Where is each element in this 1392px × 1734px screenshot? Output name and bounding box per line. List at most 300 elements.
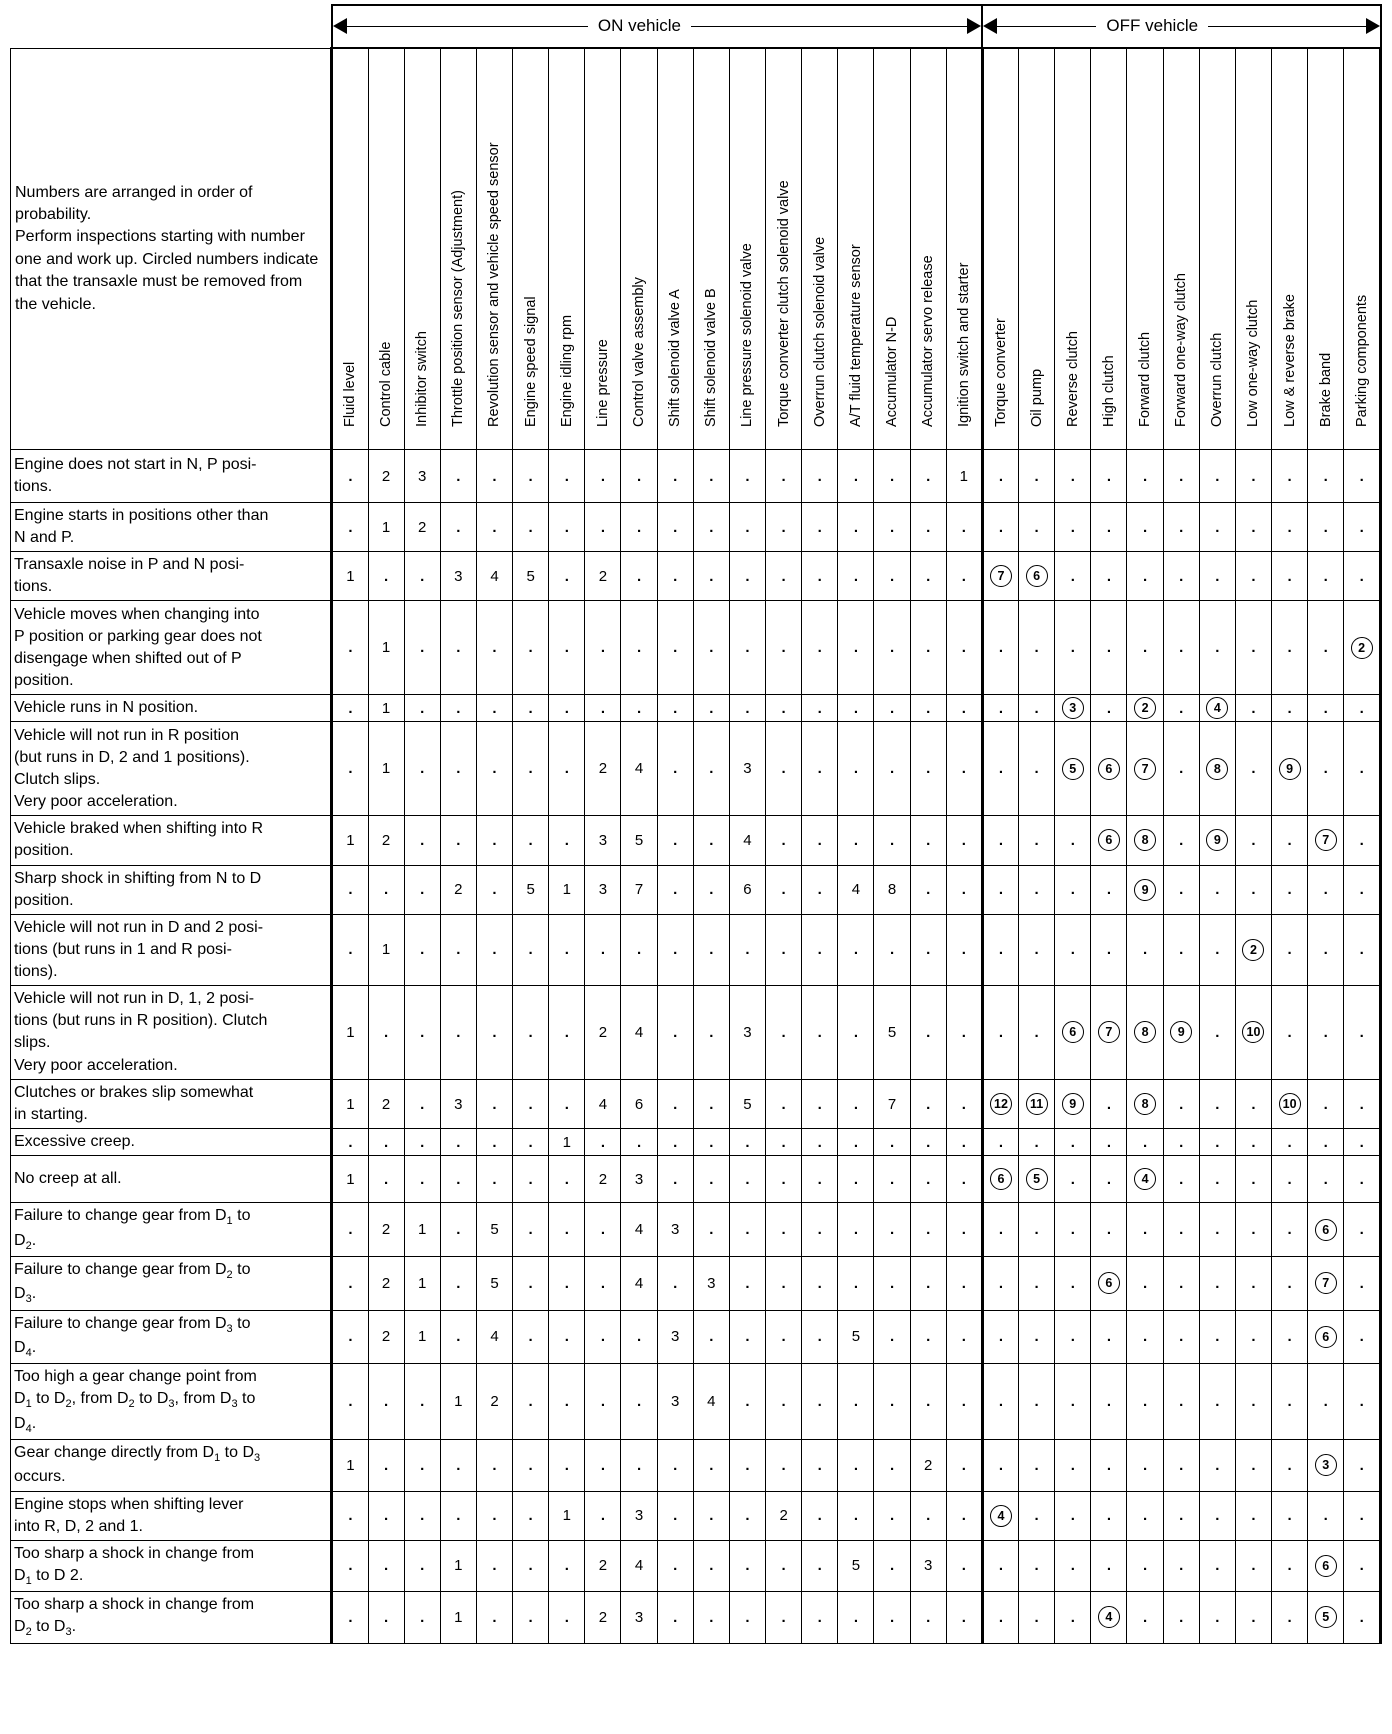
empty-cell: . — [1272, 1540, 1308, 1591]
empty-cell: . — [476, 1592, 512, 1643]
priority-cell: 2 — [476, 1364, 512, 1440]
priority-cell: 1 — [946, 450, 982, 503]
priority-cell: 3 — [440, 552, 476, 601]
circled-number: 4 — [1098, 1606, 1120, 1628]
symptom-cell — [11, 1079, 332, 1128]
empty-cell: . — [1308, 1129, 1344, 1156]
empty-cell: . — [982, 985, 1018, 1079]
column-header-throttle-position-sensor-adjustment — [440, 48, 476, 450]
empty-cell: . — [874, 1129, 910, 1156]
empty-cell: . — [549, 722, 585, 816]
empty-cell: . — [874, 1203, 910, 1257]
empty-cell: . — [946, 1156, 982, 1203]
empty-cell: . — [1235, 865, 1271, 914]
empty-cell: . — [838, 503, 874, 552]
empty-cell: . — [657, 985, 693, 1079]
empty-cell: . — [802, 865, 838, 914]
empty-cell: . — [1235, 1156, 1271, 1203]
empty-cell: . — [368, 1440, 404, 1491]
empty-cell: . — [910, 1079, 946, 1128]
empty-cell: . — [1235, 1491, 1271, 1540]
symptom-line: Too sharp a shock in change from — [14, 1544, 255, 1562]
priority-cell: 3 — [693, 1256, 729, 1310]
empty-cell: . — [1344, 1364, 1381, 1440]
priority-cell: 2 — [404, 503, 440, 552]
empty-cell: . — [838, 1156, 874, 1203]
empty-cell: . — [982, 1203, 1018, 1257]
empty-cell: . — [766, 722, 802, 816]
column-label: Line pressure — [594, 339, 611, 427]
empty-cell: . — [621, 695, 657, 722]
symptom-line: tions (but runs in R position). Clutch — [14, 1012, 268, 1030]
circled-priority-cell — [1308, 816, 1344, 865]
empty-cell: . — [549, 914, 585, 985]
empty-cell: . — [368, 1540, 404, 1591]
empty-cell: . — [1199, 552, 1235, 601]
symptom-line: tions). — [14, 962, 58, 980]
empty-cell: . — [1235, 816, 1271, 865]
empty-cell: . — [657, 1540, 693, 1591]
empty-cell: . — [1019, 1256, 1055, 1310]
column-header-control-cable — [368, 48, 404, 450]
empty-cell: . — [1055, 1440, 1091, 1491]
circled-priority-cell — [982, 1491, 1018, 1540]
empty-cell: . — [802, 914, 838, 985]
column-header-line-pressure-solenoid-valve — [729, 48, 765, 450]
priority-cell: 1 — [440, 1540, 476, 1591]
column-label: Reverse clutch — [1064, 331, 1081, 427]
empty-cell: . — [766, 1592, 802, 1643]
empty-cell: . — [621, 552, 657, 601]
empty-cell: . — [874, 1491, 910, 1540]
empty-cell: . — [621, 450, 657, 503]
symptom-line: $D_1$ to D 2. — [14, 1566, 84, 1587]
empty-cell: . — [1019, 601, 1055, 695]
empty-cell: . — [982, 1592, 1018, 1643]
symptom-line: tions. — [14, 478, 53, 495]
empty-cell: . — [1344, 1129, 1381, 1156]
empty-cell: . — [1163, 816, 1199, 865]
empty-cell: . — [1127, 1203, 1163, 1257]
empty-cell: . — [657, 1156, 693, 1203]
empty-cell: . — [513, 503, 549, 552]
table-row — [11, 1491, 1381, 1540]
empty-cell: . — [1019, 722, 1055, 816]
empty-cell: . — [1199, 1592, 1235, 1643]
circled-number: 8 — [1134, 829, 1156, 851]
symptom-line: $D_2$ to $D_3$. — [14, 1618, 77, 1639]
empty-cell: . — [729, 450, 765, 503]
column-label: Overrun clutch solenoid valve — [811, 236, 828, 427]
empty-cell: . — [1272, 985, 1308, 1079]
symptom-line: Vehicle runs in N position. — [14, 699, 199, 717]
empty-cell: . — [1019, 450, 1055, 503]
empty-cell: . — [910, 601, 946, 695]
empty-cell: . — [693, 1203, 729, 1257]
empty-cell: . — [1019, 985, 1055, 1079]
empty-cell: . — [585, 1491, 621, 1540]
circled-priority-cell — [1127, 985, 1163, 1079]
empty-cell: . — [1344, 1540, 1381, 1591]
priority-cell: 3 — [621, 1156, 657, 1203]
empty-cell: . — [693, 816, 729, 865]
circled-number: 6 — [1315, 1219, 1337, 1241]
empty-cell: . — [513, 1491, 549, 1540]
symptom-line: in starting. — [14, 1106, 88, 1124]
empty-cell: . — [838, 1256, 874, 1310]
empty-cell: . — [1344, 722, 1381, 816]
empty-cell: . — [1199, 1491, 1235, 1540]
table-row — [11, 1310, 1381, 1364]
empty-cell: . — [910, 722, 946, 816]
column-header-fluid-level — [332, 48, 368, 450]
empty-cell: . — [729, 695, 765, 722]
circled-priority-cell — [1019, 552, 1055, 601]
empty-cell: . — [332, 1203, 368, 1257]
empty-cell: . — [874, 552, 910, 601]
empty-cell: . — [585, 450, 621, 503]
empty-cell: . — [440, 985, 476, 1079]
empty-cell: . — [910, 1310, 946, 1364]
priority-cell: 4 — [621, 1256, 657, 1310]
empty-cell: . — [657, 914, 693, 985]
empty-cell: . — [982, 450, 1018, 503]
empty-cell: . — [1127, 552, 1163, 601]
empty-cell: . — [332, 1364, 368, 1440]
empty-cell: . — [440, 1440, 476, 1491]
empty-cell: . — [693, 985, 729, 1079]
priority-cell: 1 — [404, 1310, 440, 1364]
empty-cell: . — [874, 1310, 910, 1364]
empty-cell: . — [1272, 1156, 1308, 1203]
empty-cell: . — [1308, 450, 1344, 503]
circled-priority-cell — [1091, 722, 1127, 816]
empty-cell: . — [1019, 1440, 1055, 1491]
circled-number: 9 — [1206, 829, 1228, 851]
empty-cell: . — [332, 695, 368, 722]
off-vehicle-label: OFF vehicle — [1096, 16, 1208, 36]
circled-priority-cell — [1272, 1079, 1308, 1128]
empty-cell: . — [802, 722, 838, 816]
column-label: Parking components — [1353, 294, 1370, 427]
priority-cell: 5 — [476, 1256, 512, 1310]
empty-cell: . — [1163, 1540, 1199, 1591]
symptom-cell — [11, 985, 332, 1079]
empty-cell: . — [729, 552, 765, 601]
priority-cell: 7 — [874, 1079, 910, 1128]
empty-cell: . — [657, 1079, 693, 1128]
priority-cell: 5 — [874, 985, 910, 1079]
empty-cell: . — [513, 722, 549, 816]
circled-priority-cell — [1127, 865, 1163, 914]
circled-priority-cell — [1019, 1079, 1055, 1128]
empty-cell: . — [693, 722, 729, 816]
empty-cell: . — [1091, 865, 1127, 914]
circled-number: 9 — [1279, 758, 1301, 780]
priority-cell: 1 — [404, 1203, 440, 1257]
priority-cell: 2 — [368, 450, 404, 503]
empty-cell: . — [476, 816, 512, 865]
symptom-line: No creep at all. — [14, 1170, 122, 1188]
empty-cell: . — [585, 1256, 621, 1310]
column-label: Torque converter — [992, 318, 1009, 427]
empty-cell: . — [332, 914, 368, 985]
circled-number: 11 — [1026, 1093, 1048, 1115]
symptom-line: Vehicle will not run in D and 2 posi- — [14, 918, 264, 936]
empty-cell: . — [1163, 1256, 1199, 1310]
empty-cell: . — [766, 1203, 802, 1257]
empty-cell: . — [946, 1256, 982, 1310]
empty-cell: . — [946, 503, 982, 552]
table-row — [11, 1256, 1381, 1310]
empty-cell: . — [729, 503, 765, 552]
empty-cell: . — [513, 695, 549, 722]
column-header-overrun-clutch-solenoid-valve — [802, 48, 838, 450]
empty-cell: . — [1235, 1364, 1271, 1440]
empty-cell: . — [802, 503, 838, 552]
empty-cell: . — [982, 816, 1018, 865]
priority-cell: 2 — [585, 985, 621, 1079]
empty-cell: . — [729, 1364, 765, 1440]
empty-cell: . — [440, 722, 476, 816]
empty-cell: . — [1127, 1440, 1163, 1491]
symptom-line: occurs. — [14, 1468, 66, 1486]
empty-cell: . — [1199, 503, 1235, 552]
circled-priority-cell — [1272, 722, 1308, 816]
note-line-1: Numbers are arranged in order of probability. — [15, 183, 253, 223]
column-label: Control cable — [378, 341, 395, 427]
table-row — [11, 450, 1381, 503]
symptom-cell — [11, 865, 332, 914]
empty-cell: . — [982, 914, 1018, 985]
empty-cell: . — [1272, 1364, 1308, 1440]
empty-cell: . — [766, 503, 802, 552]
empty-cell: . — [585, 1310, 621, 1364]
empty-cell: . — [368, 552, 404, 601]
empty-cell: . — [549, 816, 585, 865]
empty-cell: . — [549, 552, 585, 601]
empty-cell: . — [1163, 1440, 1199, 1491]
empty-cell: . — [657, 552, 693, 601]
circled-number: 6 — [1098, 829, 1120, 851]
priority-cell: 1 — [440, 1364, 476, 1440]
empty-cell: . — [693, 450, 729, 503]
table-row — [11, 552, 1381, 601]
empty-cell: . — [693, 695, 729, 722]
empty-cell: . — [404, 1079, 440, 1128]
column-header-parking-components — [1344, 48, 1381, 450]
empty-cell: . — [1344, 1440, 1381, 1491]
priority-cell: 1 — [332, 1079, 368, 1128]
empty-cell: . — [513, 985, 549, 1079]
column-label: Low one-way clutch — [1245, 299, 1262, 427]
empty-cell: . — [657, 450, 693, 503]
empty-cell: . — [838, 450, 874, 503]
symptom-cell — [11, 695, 332, 722]
column-header-engine-idling-rpm — [549, 48, 585, 450]
empty-cell: . — [1235, 1203, 1271, 1257]
column-header-accumulator-n-d — [874, 48, 910, 450]
empty-cell: . — [1091, 1364, 1127, 1440]
circled-number: 3 — [1315, 1454, 1337, 1476]
column-header-oil-pump — [1019, 48, 1055, 450]
empty-cell: . — [1055, 865, 1091, 914]
empty-cell: . — [982, 601, 1018, 695]
symptom-line: $D_2$. — [14, 1231, 37, 1252]
empty-cell: . — [1019, 1203, 1055, 1257]
empty-cell: . — [910, 816, 946, 865]
empty-cell: . — [874, 914, 910, 985]
column-header-reverse-clutch — [1055, 48, 1091, 450]
empty-cell: . — [1344, 1310, 1381, 1364]
empty-cell: . — [549, 1156, 585, 1203]
empty-cell: . — [729, 1156, 765, 1203]
priority-cell: 1 — [368, 503, 404, 552]
empty-cell: . — [549, 695, 585, 722]
empty-cell: . — [1272, 450, 1308, 503]
empty-cell: . — [910, 450, 946, 503]
symptom-line: position. — [14, 842, 74, 860]
empty-cell: . — [1091, 552, 1127, 601]
empty-cell: . — [1308, 1079, 1344, 1128]
empty-cell: . — [1344, 985, 1381, 1079]
empty-cell: . — [729, 1540, 765, 1591]
empty-cell: . — [1127, 914, 1163, 985]
empty-cell: . — [838, 722, 874, 816]
table-row — [11, 1592, 1381, 1643]
empty-cell: . — [513, 601, 549, 695]
column-label: Shift solenoid valve A — [667, 289, 684, 427]
empty-cell: . — [1163, 552, 1199, 601]
empty-cell: . — [946, 1079, 982, 1128]
priority-cell: 8 — [874, 865, 910, 914]
empty-cell: . — [549, 1256, 585, 1310]
circled-priority-cell — [1199, 695, 1235, 722]
empty-cell: . — [513, 1540, 549, 1591]
circled-number: 4 — [990, 1505, 1012, 1527]
empty-cell: . — [874, 1156, 910, 1203]
empty-cell: . — [549, 1540, 585, 1591]
empty-cell: . — [729, 914, 765, 985]
column-header-forward-one-way-clutch — [1163, 48, 1199, 450]
circled-number: 7 — [1098, 1021, 1120, 1043]
empty-cell: . — [1272, 1256, 1308, 1310]
empty-cell: . — [1272, 1592, 1308, 1643]
diagnosis-table — [10, 4, 1382, 1644]
symptom-cell — [11, 503, 332, 552]
empty-cell: . — [1199, 1540, 1235, 1591]
column-header-control-valve-assembly — [621, 48, 657, 450]
empty-cell: . — [1308, 601, 1344, 695]
symptom-line: $D_1$ to $D_2$, from $D_2$ to $D_3$, from $D_3$ to — [14, 1390, 256, 1411]
priority-cell: 5 — [513, 865, 549, 914]
empty-cell: . — [657, 816, 693, 865]
symptom-cell — [11, 914, 332, 985]
empty-cell: . — [693, 1540, 729, 1591]
empty-cell: . — [946, 601, 982, 695]
circled-priority-cell — [1091, 1592, 1127, 1643]
empty-cell: . — [476, 1079, 512, 1128]
empty-cell: . — [404, 816, 440, 865]
symptom-line: $D_3$. — [14, 1285, 37, 1306]
empty-cell: . — [404, 601, 440, 695]
symptom-line: tions. — [14, 578, 53, 596]
empty-cell: . — [1235, 503, 1271, 552]
priority-cell: 3 — [657, 1203, 693, 1257]
empty-cell: . — [1163, 1203, 1199, 1257]
empty-cell: . — [1272, 601, 1308, 695]
circled-number: 6 — [1098, 758, 1120, 780]
empty-cell: . — [404, 1491, 440, 1540]
empty-cell: . — [368, 1156, 404, 1203]
priority-cell: 3 — [585, 865, 621, 914]
symptom-line: Sharp shock in shifting from N to D — [14, 869, 262, 887]
empty-cell: . — [585, 1203, 621, 1257]
circled-priority-cell — [1019, 1156, 1055, 1203]
empty-cell: . — [766, 985, 802, 1079]
empty-cell: . — [1308, 552, 1344, 601]
empty-cell: . — [621, 601, 657, 695]
empty-cell: . — [946, 695, 982, 722]
circled-number: 2 — [1134, 697, 1156, 719]
empty-cell: . — [693, 1129, 729, 1156]
empty-cell: . — [982, 865, 1018, 914]
circled-priority-cell — [1344, 601, 1381, 695]
empty-cell: . — [1272, 1491, 1308, 1540]
empty-cell: . — [838, 1364, 874, 1440]
priority-cell: 2 — [910, 1440, 946, 1491]
empty-cell: . — [1272, 865, 1308, 914]
empty-cell: . — [1091, 601, 1127, 695]
circled-number: 6 — [1026, 565, 1048, 587]
empty-cell: . — [332, 1310, 368, 1364]
empty-cell: . — [1091, 1310, 1127, 1364]
empty-cell: . — [1163, 722, 1199, 816]
priority-cell: 1 — [440, 1592, 476, 1643]
empty-cell: . — [549, 985, 585, 1079]
empty-cell: . — [802, 552, 838, 601]
circled-priority-cell — [1163, 985, 1199, 1079]
symptom-cell — [11, 601, 332, 695]
empty-cell: . — [1272, 1440, 1308, 1491]
empty-cell: . — [1055, 1491, 1091, 1540]
empty-cell: . — [838, 552, 874, 601]
circled-priority-cell — [1235, 985, 1271, 1079]
empty-cell: . — [657, 1256, 693, 1310]
empty-cell: . — [766, 1079, 802, 1128]
empty-cell: . — [332, 1129, 368, 1156]
empty-cell: . — [766, 1256, 802, 1310]
empty-cell: . — [549, 1310, 585, 1364]
circled-priority-cell — [1055, 1079, 1091, 1128]
empty-cell: . — [585, 1440, 621, 1491]
empty-cell: . — [513, 1364, 549, 1440]
table-row — [11, 1540, 1381, 1591]
circled-priority-cell — [1091, 985, 1127, 1079]
empty-cell: . — [1127, 1364, 1163, 1440]
empty-cell: . — [1163, 865, 1199, 914]
column-label: Control valve assembly — [631, 277, 648, 427]
empty-cell: . — [1019, 1592, 1055, 1643]
empty-cell: . — [549, 601, 585, 695]
circled-number: 9 — [1134, 879, 1156, 901]
empty-cell: . — [802, 1540, 838, 1591]
column-label: Torque converter clutch solenoid valve — [775, 180, 792, 427]
empty-cell: . — [621, 1129, 657, 1156]
empty-cell: . — [766, 1364, 802, 1440]
circled-priority-cell — [1127, 1079, 1163, 1128]
circled-priority-cell — [1308, 1440, 1344, 1491]
